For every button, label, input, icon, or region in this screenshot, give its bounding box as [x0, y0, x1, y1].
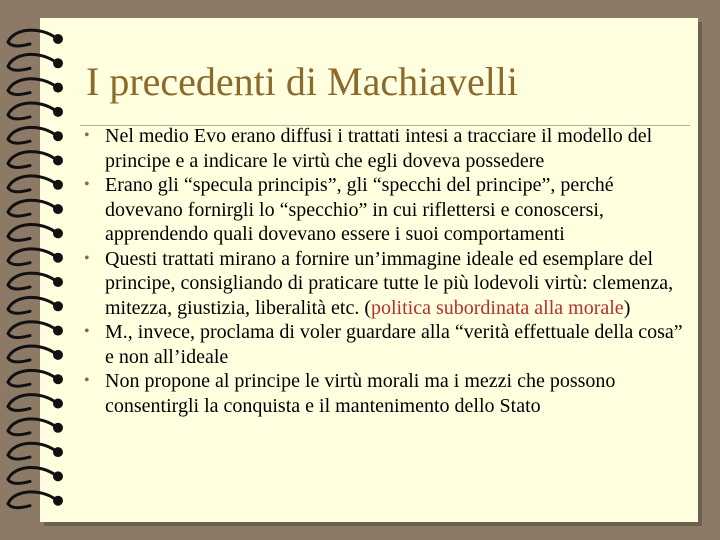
- bullet-text: Non propone al principe le virtù morali ma i mezzi che possono consentirgli la conquista e il mantenimento dello Stato: [105, 370, 616, 417]
- spiral-ring: [8, 322, 63, 338]
- spiral-ring: [8, 30, 63, 46]
- spiral-ring: [8, 200, 63, 216]
- spiral-ring: [8, 370, 63, 386]
- spiral-ring: [8, 492, 63, 508]
- highlighted-text: politica subordinata alla morale: [371, 296, 624, 319]
- spiral-ring: [8, 297, 63, 313]
- spiral-ring: [8, 395, 63, 411]
- bullet-icon: •: [84, 127, 90, 144]
- spiral-ring: [8, 103, 63, 119]
- spiral-ring: [8, 273, 63, 289]
- spiral-ring: [8, 127, 63, 143]
- bullet-icon: •: [84, 176, 90, 193]
- spiral-ring: [8, 346, 63, 362]
- bullet-item: [80, 173, 695, 247]
- spiral-ring: [8, 152, 63, 168]
- bullet-list: [80, 124, 695, 418]
- spiral-ring: [8, 54, 63, 70]
- spiral-ring: [8, 468, 63, 484]
- spiral-binding: [0, 0, 80, 540]
- bullet-item: [80, 320, 695, 369]
- bullet-icon: •: [84, 249, 90, 267]
- bullet-item: [80, 369, 695, 418]
- spiral-ring: [8, 225, 63, 241]
- spiral-ring: [8, 249, 63, 265]
- bullet-text-part: Questi trattati mirano a fornire un’immagine ideale ed esemplare del principe, consigliando di praticare tutte le più lodevoli virtù: clemenza, mitezza, giustizia, liberalità etc. (: [105, 247, 674, 319]
- bullet-text: Nel medio Evo erano diffusi i trattati intesi a tracciare il modello del principe e a indicare le virtù che egli doveva possedere: [105, 125, 653, 172]
- spiral-ring: [8, 176, 63, 192]
- bullet-icon: •: [84, 372, 90, 389]
- slide-title: I precedenti di Machiavelli: [86, 59, 519, 104]
- bullet-item: [80, 124, 695, 173]
- bullet-item: [80, 247, 695, 321]
- bullet-text: M., invece, proclama di voler guardare alla “verità effettuale della cosa” e non all’ideale: [105, 321, 683, 368]
- spiral-ring: [8, 79, 63, 95]
- bullet-text-part: ): [623, 296, 631, 319]
- spiral-ring: [8, 443, 63, 459]
- bullet-icon: •: [84, 323, 90, 340]
- spiral-ring: [8, 419, 63, 435]
- bullet-text: Erano gli “specula principis”, gli “specchi del principe”, perché dovevano fornirgli lo “specchio” in cui riflettersi e conoscersi, apprendendo quali dovevano essere i suoi comportamenti: [105, 174, 614, 245]
